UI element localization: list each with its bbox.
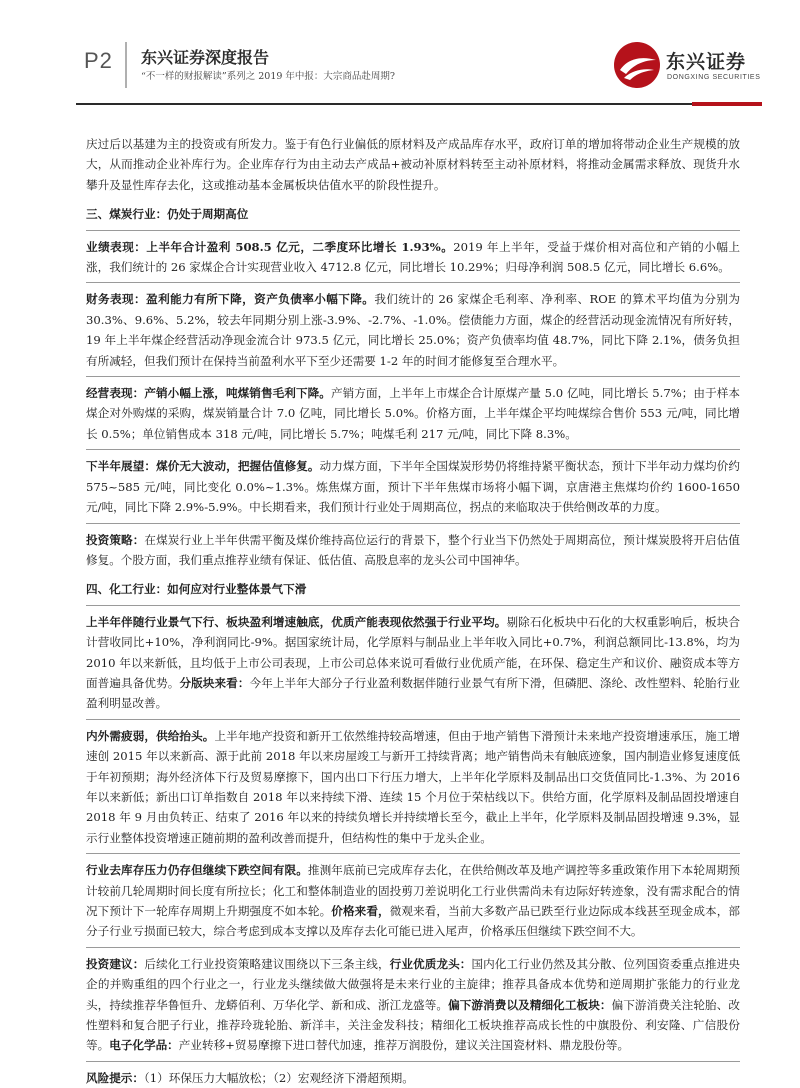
header-divider	[125, 42, 127, 88]
logo-chinese-name: 东兴证券	[666, 51, 747, 73]
section-divider	[86, 449, 740, 450]
paragraph-risk-warning: 风险提示：（1）环保压力大幅放松；（2）宏观经济下滑超预期。	[86, 1070, 414, 1085]
section-heading-chemicals: 四、化工行业：如何应对行业整体景气下滑	[86, 582, 307, 597]
page-number: P2	[84, 48, 113, 73]
paragraph-chem-overview: 上半年伴随行业景气下行、板块盈利增速触底，优质产能表现依然强于行业平均。剔除石化板块中石化的大权重影响后，板块合计营收同比+10%，净利润同比-9%。据国家统计局，化学原料与制品业上半年收入同比+0.7%，利润总额同比-13.8%，均为 2010 年以来新低，且均低于上市公司表现，上市公司总体来说可看做行业优质产能，在环保、稳定生产和议价、融资成本等方面普遍具备优势。分版块来看：今年上半年大部分子行业盈利数据伴随行业景气有所下滑，但磷肥、涤纶、改性塑料、轮胎行业盈利明显改善。	[86, 614, 740, 711]
paragraph-metals-continuation: 庆过后以基建为主的投资或有所发力。鉴于有色行业偏低的原材料及产成品库存水平，政府订单的增加将带动企业生产规模的放大，从而推动企业补库行为。企业库存行为由主动去产成品+被动补原材料转至主动补原材料，将推动金属需求释放、现货升水攀升及显性库存去化，这或推动基本金属板块估值水平的阶段性提升。	[86, 137, 740, 192]
paragraph-coal-outlook: 下半年展望：煤价无大波动，把握估值修复。动力煤方面，下半年全国煤炭形势仍将维持紧平衡状态，预计下半年动力煤均价约 575~585 元/吨，同比变化 0.0%~1.3%。炼焦煤方面，预计下半年焦煤市场将小幅下调，京唐港主焦煤均价约 1600-1650 元/吨，同比下降 2.9%-5.9%。中长期看来，我们预计行业处于周期高位，拐点的来临取决于供给侧改革的力度。	[86, 459, 740, 515]
report-subtitle: “不一样的财报解读”系列之 2019 年中报：大宗商品赴周期?	[141, 71, 396, 82]
company-logo	[612, 40, 762, 94]
section-divider	[86, 523, 740, 524]
report-title: 东兴证券深度报告	[141, 48, 270, 67]
paragraph-chem-investment: 投资建议：后续化工行业投资策略建议围绕以下三条主线，行业优质龙头：国内化工行业仍然及其分散、位列国资委重点推进央企的并购重组的四个行业之一，行业龙头继续做大做强将是未来行业的主旋律；推荐具备成本优势和逆周期扩张能力的行业龙头，持续推荐华鲁恒升、龙蟒佰利、万华化学、新和成、浙江龙盛等。偏下游消费以及精细化工板块：偏下游消费关注轮胎、改性塑料和复合肥子行业，推荐玲珑轮胎、新洋丰，关注金发科技；精细化工板块推荐高成长性的中旗股份、利安隆、广信股份等。电子化学品：产业转移+贸易摩擦下进口替代加速，推荐万润股份，建议关注国瓷材料、鼎龙股份等。	[86, 956, 740, 1053]
paragraph-chem-inventory: 行业去库存压力仍存但继续下跌空间有限。推测年底前已完成库存去化，在供给侧改革及地产调控等多重政策作用下本轮周期预计较前几轮周期时间长度有所拉长；化工和整体制造业的固投剪刀差说明化工行业供需尚未有边际好转迹象，没有需求配合的情况下预计下一轮库存周期上升期强度不如本轮。价格来看，微观来看，当前大多数产品已跌至行业边际成本线甚至现金成本，部分子行业亏损面已较大，综合考虑到成本支撑以及库存去化可能已进入尾声，价格承压但继续下跌空间不大。	[86, 863, 740, 939]
paragraph-coal-strategy: 投资策略：在煤炭行业上半年供需平衡及煤价维持高位运行的背景下，整个行业当下仍然处于周期高位，预计煤炭股将开启估值修复。个股方面，我们重点推荐业绩有保证、低估值、高股息率的龙头公司中国神华。	[86, 532, 740, 567]
section-divider	[86, 282, 740, 283]
section-divider	[86, 853, 740, 854]
paragraph-coal-operations: 经营表现：产销小幅上涨，吨煤销售毛利下降。产销方面，上半年上市煤企合计原煤产量 5.0 亿吨，同比增长 5.7%；由于样本煤企对外购煤的采购，煤炭销量合计 7.0 亿吨，同比增长 5.0%。价格方面，上半年煤企平均吨煤综合售价 553 元/吨，同比增长 0.5%；单位销售成本 318 元/吨，同比增长 5.7%；吨煤毛利 217 元/吨，同比下降 8.3%。	[86, 386, 740, 441]
header-rule	[76, 103, 762, 105]
section-heading-coal: 三、煤炭行业：仍处于周期高位	[86, 207, 249, 222]
paragraph-chem-demand-supply: 内外需疲弱，供给抬头。上半年地产投资和新开工依然维持较高增速，但由于地产销售下滑预计未来地产投资增速承压，施工增速创 2015 年以来新高、源于此前 2018 年以来房屋竣工与新开工持续背离；地产销售尚未有触底迹象，国内制造业修复速度低于年初预期；海外经济体下行及贸易摩擦下，国内出口下行压力增大，上半年化学原料及制品出口交货值同比-1.3%、为 2016 年以来新低；新出口订单指数自 2018 年以来持续下滑、连续 15 个月位于荣枯线以下。供给方面，化学原料及制品固投增速自 2018 年 9 月由负转正、结束了 2016 年以来的持续负增长并持续增长至今，截止上半年，化学原料及制品固投增速 9.3%，显示行业整体投资增速正随前期的盈利改善而提升，但结构性的集中于龙头企业。	[86, 728, 740, 845]
section-divider	[86, 719, 740, 720]
section-divider	[86, 605, 740, 606]
header-rule-accent	[692, 102, 762, 106]
paragraph-coal-performance: 业绩表现：上半年合计盈利 508.5 亿元，二季度环比增长 1.93%。2019 年上半年，受益于煤价相对高位和产销的小幅上涨，我们统计的 26 家煤企合计实现营业收入 4712.8 亿元，同比增长 10.29%；归母净利润 508.5 亿元，同比增长 6.6%。	[86, 239, 740, 275]
logo-english-name: DONGXING SECURITIES	[667, 74, 761, 81]
report-body	[86, 134, 740, 1088]
section-divider	[86, 230, 740, 231]
dongxing-logo-icon	[612, 40, 662, 90]
section-divider	[86, 376, 740, 377]
page-header	[0, 0, 800, 110]
paragraph-coal-financials: 财务表现：盈利能力有所下降，资产负债率小幅下降。我们统计的 26 家煤企毛利率、净利率、ROE 的算术平均值为分别为 30.3%、9.6%、5.2%，较去年同期分别上涨-3.9%、-2.7%、-1.0%。偿债能力方面，煤企的经营活动现金流情况有所好转，19 年上半年煤企经营活动净现金流合计 973.5 亿元，同比增长 25.0%；资产负债率均值 48.7%，同比下降 2.1%，债务负担有所减轻，但我们预计在保持当前盈利水平下至少还需要 1-2 年的时间才能修复至合理水平。	[86, 292, 740, 368]
section-divider	[86, 1061, 740, 1062]
section-divider	[86, 947, 740, 948]
